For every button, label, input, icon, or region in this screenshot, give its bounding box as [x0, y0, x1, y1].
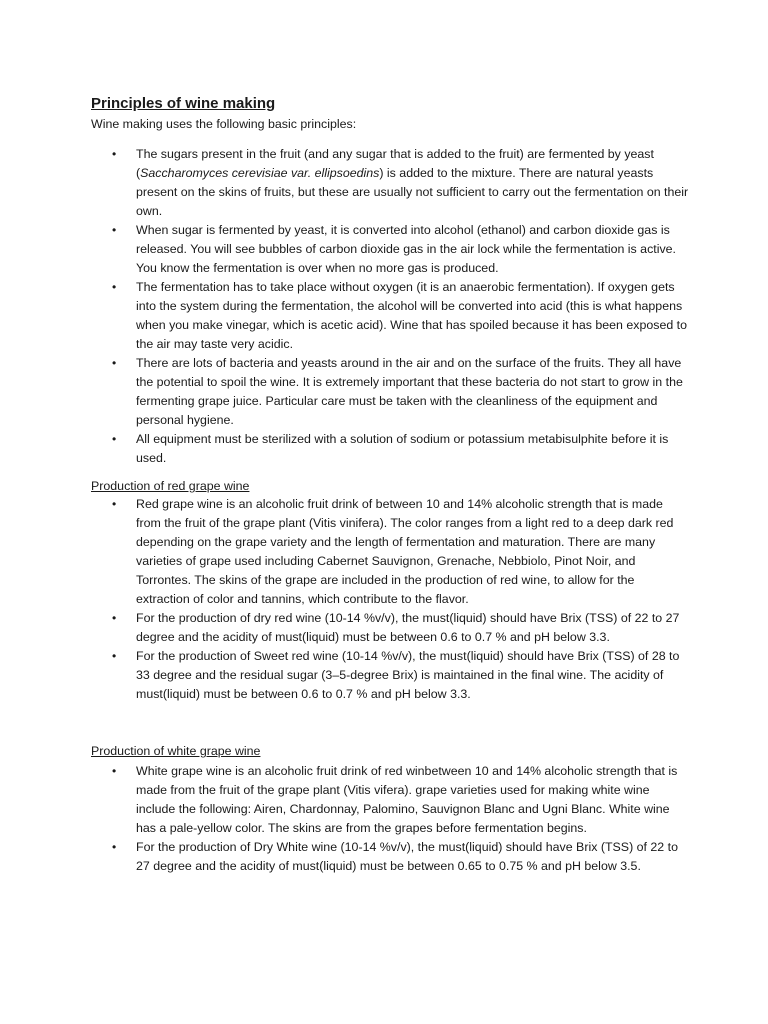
text-segment: ) is added to the mixture. There are natural yeasts present on the skins of fruits, but these are usually not sufficient to carry out the fermentation on their own. — [136, 166, 689, 218]
list-item — [91, 145, 691, 221]
list-item — [91, 430, 691, 468]
list-item — [91, 495, 691, 609]
white-wine-heading: Production of white grape wine — [91, 744, 261, 758]
red-wine-text: For the production of Sweet red wine (10-14 %v/v), the must(liquid) should have Brix (TSS) of 28 to 33 degree and the residual sugar (3–5-degree Brix) is maintained in the final wine. The acidity of must(liquid) must be between 0.6 to 0.7 % and pH below 3.3. — [136, 649, 680, 701]
principle-text: All equipment must be sterilized with a solution of sodium or potassium metabisulphite before it is used. — [136, 432, 669, 465]
principles-list — [91, 145, 691, 468]
yeast-species-name: Saccharomyces cerevisiae var. ellipsoedins — [140, 166, 380, 180]
principle-text: There are lots of bacteria and yeasts around in the air and on the surface of the fruits. They all have the potential to spoil the wine. It is extremely important that these bacteria do not start to grow in the fermenting grape juice. Particular care must be taken with the cleanliness of the equipment and personal hygiene. — [136, 356, 683, 427]
list-item — [91, 838, 691, 876]
white-wine-text: White grape wine is an alcoholic fruit drink of red winbetween 10 and 14% alcoholic strength that is made from the fruit of the grape plant (Vitis vifera). grape varieties used for making white wine include the following: Airen, Chardonnay, Palomino, Sauvignon Blanc and Ugni Blanc. White wine has a pale-yellow color. The skins are from the grapes before fermentation begins. — [136, 764, 678, 835]
list-item — [91, 647, 691, 704]
principle-text: The fermentation has to take place without oxygen (it is an anaerobic fermentation). If oxygen gets into the system during the fermentation, the alcohol will be converted into acid (this is what happens when you make vinegar, which is acetic acid). Wine that has spoiled because it has been exposed to the air may taste very acidic. — [136, 280, 688, 351]
bullet-icon: • — [112, 432, 117, 446]
bullet-icon: • — [112, 611, 117, 625]
principle-text — [136, 145, 691, 221]
principle-text: When sugar is fermented by yeast, it is converted into alcohol (ethanol) and carbon dioxide gas is released. You will see bubbles of carbon dioxide gas in the air lock while the fermentation is active. You know the fermentation is over when no more gas is produced. — [136, 223, 676, 275]
bullet-icon: • — [112, 840, 117, 854]
list-item — [91, 221, 691, 278]
bullet-icon: • — [112, 356, 117, 370]
bullet-icon: • — [112, 280, 117, 294]
list-item — [91, 354, 691, 430]
red-wine-text: Red grape wine is an alcoholic fruit drink of between 10 and 14% alcoholic strength that is made from the fruit of the grape plant (Vitis vinifera). The color ranges from a light red to a deep dark red depending on the grape variety and the length of fermentation and maturation. There are many varieties of grape used including Cabernet Sauvignon, Grenache, Nebbiolo, Pinot Noir, and Torrontes. The skins of the grape are included in the production of red wine, to allow for the extraction of color and tannins, which contribute to the flavor. — [136, 497, 674, 606]
white-wine-text: For the production of Dry White wine (10-14 %v/v), the must(liquid) should have Brix (TSS) of 22 to 27 degree and the acidity of must(liquid) must be between 0.65 to 0.75 % and pH below 3.5. — [136, 840, 678, 873]
text-segment: The sugars present in the fruit (and any sugar that is added to the fruit) are fermented by yeast ( — [136, 147, 654, 180]
bullet-icon: • — [112, 497, 117, 511]
red-wine-list — [91, 495, 691, 704]
red-wine-text: For the production of dry red wine (10-14 %v/v), the must(liquid) should have Brix (TSS) of 22 to 27 degree and the acidity of must(liquid) must be between 0.6 to 0.7 % and pH below 3.3. — [136, 611, 680, 644]
white-wine-list — [91, 762, 691, 876]
intro-text: Wine making uses the following basic principles: — [91, 117, 357, 131]
list-item — [91, 762, 691, 838]
red-wine-heading: Production of red grape wine — [91, 479, 250, 493]
bullet-icon: • — [112, 649, 117, 663]
list-item — [91, 278, 691, 354]
bullet-icon: • — [112, 764, 117, 778]
bullet-icon: • — [112, 223, 117, 237]
bullet-icon: • — [112, 147, 117, 161]
list-item — [91, 609, 691, 647]
page-title: Principles of wine making — [91, 95, 276, 112]
